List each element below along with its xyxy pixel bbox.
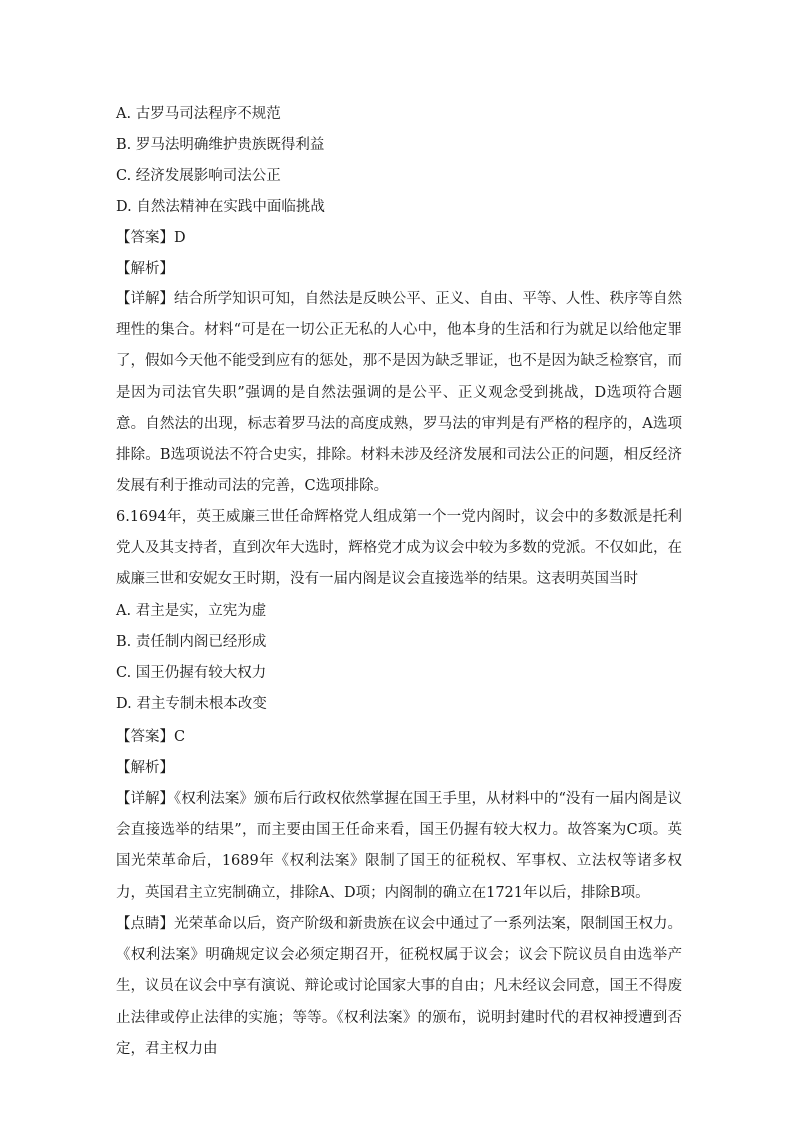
- q6-stem: 6.1694年，英王威廉三世任命辉格党人组成第一个一党内阁时，议会中的多数派是托利党人及其支持者，直到次年大选时，辉格党才成为议会中较为多数的党派。不仅如此，在威廉三世和安妮女王时期，没有一届内阁是议会直接选举的结果。这表明英国当时: [116, 509, 682, 588]
- q5-option-b: B. 罗马法明确维护贵族既得利益: [116, 137, 325, 153]
- q6-option-a: A. 君主是实，立宪为虚: [116, 603, 267, 619]
- q5-option-c: C. 经济发展影响司法公正: [116, 168, 281, 184]
- q5-analysis-heading: 【解析】: [116, 261, 174, 277]
- q5-option-d: D. 自然法精神在实践中面临挑战: [116, 199, 325, 215]
- q5-answer: 【答案】D: [116, 230, 186, 246]
- q6-option-b: B. 责任制内阁已经形成: [116, 634, 267, 650]
- q5-option-a: A. 古罗马司法程序不规范: [116, 106, 281, 122]
- q6-key-point-paragraph: 【点睛】光荣革命以后，资产阶级和新贵族在议会中通过了一系列法案，限制国王权力。《权利法案》明确规定议会必须定期召开，征税权属于议会；议会下院议员自由选举产生，议员在议会中享有演说、辩论或讨论国家大事的自由；凡未经议会同意，国王不得废止法律或停止法律的实施；等等。《权利法案》的颁布，说明封建时代的君权神授遭到否定，君主权力由: [116, 916, 682, 1057]
- q6-option-c: C. 国王仍握有较大权力: [116, 665, 267, 681]
- q6-detail-paragraph: 【详解】《权利法案》颁布后行政权依然掌握在国王手里，从材料中的“没有一届内阁是议会直接选举的结果”，而主要由国王任命来看，国王仍握有较大权力。故答案为C项。英国光荣革命后，1689年《权利法案》限制了国王的征税权、军事权、立法权等诸多权力，英国君主立宪制确立，排除A、D项；内阁制的确立在1721年以后，排除B项。: [116, 791, 682, 901]
- q5-detail-paragraph: 【详解】结合所学知识可知，自然法是反映公平、正义、自由、平等、人性、秩序等自然理性的集合。材料“可是在一切公正无私的人心中，他本身的生活和行为就足以给他定罪了，假如今天他不能受到应有的惩处，那不是因为缺乏罪证，也不是因为缺乏检察官，而是因为司法官失职”强调的是自然法强调的是公平、正义观念受到挑战，D选项符合题意。自然法的出现，标志着罗马法的高度成熟，罗马法的审判是有严格的程序的，A选项排除。B选项说法不符合史实，排除。材料未涉及经济发展和司法公正的问题，相反经济发展有利于推动司法的完善，C选项排除。: [116, 291, 682, 495]
- q6-option-d: D. 君主专制未根本改变: [116, 696, 267, 712]
- q6-analysis-heading: 【解析】: [116, 760, 174, 776]
- q6-answer: 【答案】C: [116, 729, 186, 745]
